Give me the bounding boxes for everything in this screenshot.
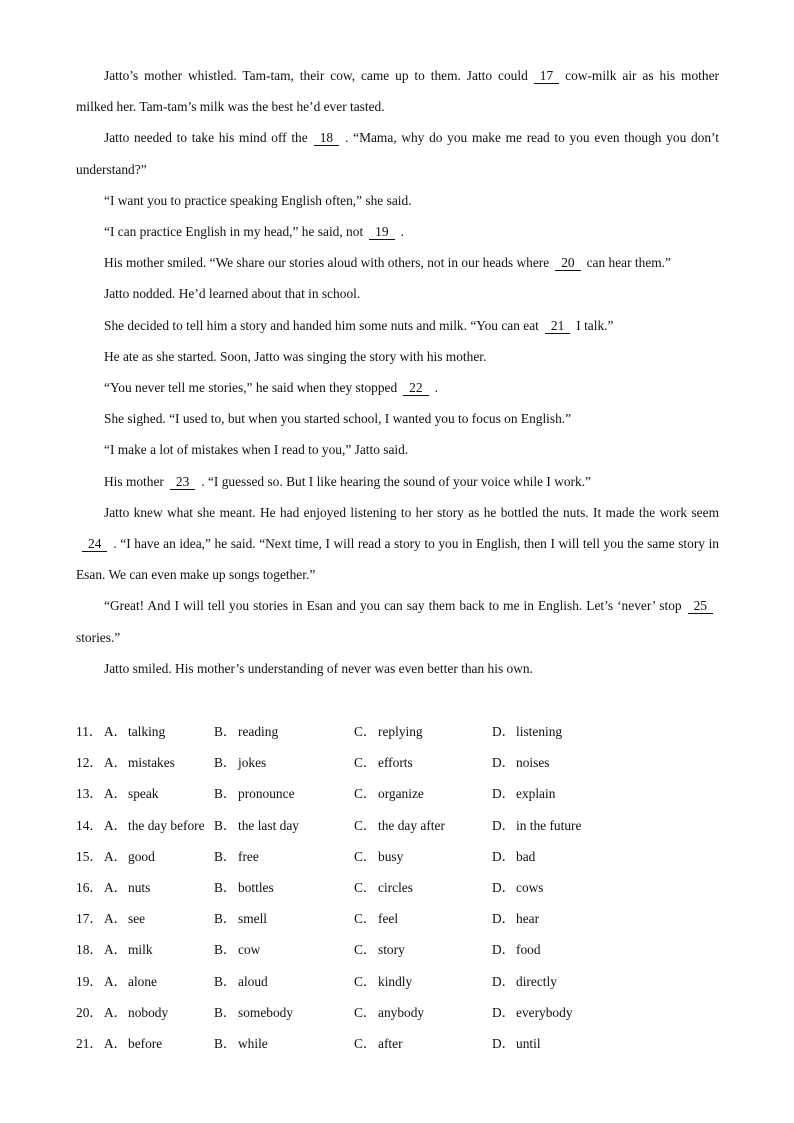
option-text: everybody [516, 1004, 573, 1020]
option-letter: C． [354, 755, 377, 771]
paragraph-text: Jatto’s mother whistled. Tam-tam, their cow, came up to them. Jatto could [104, 68, 528, 83]
question-row [76, 747, 719, 778]
paragraph-text-after: . [400, 224, 404, 240]
paragraph-text: She decided to tell him a story and handed him some nuts and milk. “You can eat [104, 317, 539, 333]
question-row [76, 872, 719, 903]
option-b[interactable] [214, 966, 354, 997]
option-letter: A． [104, 942, 128, 958]
option-c[interactable] [354, 903, 492, 934]
question-row [76, 716, 719, 747]
option-letter: B． [214, 817, 237, 833]
option-b[interactable] [214, 997, 354, 1028]
option-text: kindly [378, 973, 413, 989]
option-c[interactable] [354, 997, 492, 1028]
blank-22[interactable]: 22 [403, 381, 428, 396]
option-b[interactable] [214, 934, 354, 965]
option-a[interactable] [104, 778, 214, 809]
passage-paragraph [76, 466, 719, 497]
blank-20[interactable]: 20 [555, 256, 580, 271]
blank-23[interactable]: 23 [170, 475, 195, 490]
option-text: free [238, 848, 259, 864]
option-c[interactable] [354, 872, 492, 903]
option-text: until [516, 1035, 541, 1051]
option-letter: A． [104, 848, 128, 864]
option-letter: C． [354, 1035, 377, 1051]
paragraph-text-after: . [434, 380, 438, 396]
option-letter: D． [492, 911, 516, 927]
blank-18[interactable]: 18 [314, 131, 339, 146]
paragraph-text: “I want you to practice speaking English often,” she said. [104, 192, 412, 208]
passage-paragraph [76, 403, 719, 434]
option-text: smell [238, 911, 268, 927]
option-letter: D． [492, 1035, 516, 1051]
cloze-passage [76, 60, 719, 684]
paragraph-text-after: I talk.” [576, 317, 614, 333]
option-text: listening [516, 724, 563, 739]
option-letter: B． [214, 973, 237, 989]
option-letter: A． [104, 973, 128, 989]
option-text: bad [516, 848, 536, 864]
paragraph-text-after: can hear them.” [586, 255, 671, 271]
paragraph-text: “Great! And I will tell you stories in Esan and you can say them back to me in English. Let’s ‘never’ stop [104, 598, 682, 614]
option-letter: A． [104, 879, 128, 895]
option-a[interactable] [104, 903, 214, 934]
option-text: directly [516, 973, 557, 989]
option-b[interactable] [214, 841, 354, 872]
option-a[interactable] [104, 872, 214, 903]
paragraph-text: His mother smiled. “We share our stories aloud with others, not in our heads where [104, 255, 550, 271]
option-b[interactable] [214, 872, 354, 903]
option-letter: A． [104, 817, 128, 833]
passage-paragraph [76, 372, 719, 403]
option-letter: B． [214, 786, 237, 802]
question-number: 11． [76, 724, 103, 739]
paragraph-text: Jatto knew what she meant. He had enjoyed listening to her story as he bottled the nuts. It made the work seem [104, 504, 719, 520]
option-a[interactable] [104, 966, 214, 997]
option-letter: D． [492, 1004, 516, 1020]
option-letter: B． [214, 724, 237, 739]
option-letter: C． [354, 817, 377, 833]
option-a[interactable] [104, 1028, 214, 1059]
option-c[interactable] [354, 747, 492, 778]
option-text: cow [238, 942, 261, 958]
question-row [76, 934, 719, 965]
option-letter: A． [104, 755, 128, 771]
passage-paragraph [76, 497, 719, 591]
option-letter: C． [354, 942, 377, 958]
option-text: milk [128, 942, 153, 958]
option-letter: A． [104, 911, 128, 927]
option-d[interactable] [492, 716, 692, 747]
option-text: anybody [378, 1004, 425, 1020]
question-number: 18． [76, 942, 103, 958]
paragraph-text: “You never tell me stories,” he said when they stopped [104, 380, 398, 396]
option-letter: B． [214, 879, 237, 895]
option-d[interactable] [492, 841, 692, 872]
paragraph-text-after: . “I have an idea,” he said. “Next time, I will read a story to you in English, then I will tell you the same story in Esan. We can even make up songs together.” [76, 536, 719, 583]
paragraph-text-after: stories.” [76, 629, 121, 645]
option-letter: C． [354, 1004, 377, 1020]
option-letter: D． [492, 755, 516, 771]
option-text: bottles [238, 879, 274, 895]
option-letter: A． [104, 786, 128, 802]
option-b[interactable] [214, 747, 354, 778]
option-letter: A． [104, 1004, 128, 1020]
paragraph-text: He ate as she started. Soon, Jatto was singing the story with his mother. [104, 348, 487, 364]
option-c[interactable] [354, 934, 492, 965]
option-text: before [128, 1035, 163, 1051]
option-b[interactable] [214, 810, 354, 841]
option-d[interactable] [492, 966, 692, 997]
option-c[interactable] [354, 966, 492, 997]
option-letter: D． [492, 724, 516, 739]
option-letter: C． [354, 879, 377, 895]
option-text: circles [378, 879, 413, 895]
option-text: explain [516, 786, 556, 802]
option-text: cows [516, 879, 544, 895]
option-a[interactable] [104, 997, 214, 1028]
option-letter: A． [104, 724, 128, 739]
question-row [76, 841, 719, 872]
option-d[interactable] [492, 934, 692, 965]
option-a[interactable] [104, 841, 214, 872]
option-letter: B． [214, 755, 237, 771]
passage-paragraph [76, 434, 719, 465]
paragraph-text-after: cow-milk air as his mother milked her. Tam-tam’s milk was the best he’d ever tasted. [76, 68, 719, 115]
option-text: feel [378, 911, 399, 927]
option-text: organize [378, 786, 424, 802]
question-number: 12． [76, 755, 103, 771]
option-b[interactable] [214, 903, 354, 934]
option-text: talking [128, 724, 166, 739]
option-text: somebody [238, 1004, 294, 1020]
question-row [76, 810, 719, 841]
option-a[interactable] [104, 934, 214, 965]
option-letter: A． [104, 1035, 128, 1051]
passage-paragraph [76, 122, 719, 184]
option-letter: B． [214, 848, 237, 864]
blank-25[interactable]: 25 [688, 599, 713, 614]
option-letter: C． [354, 911, 377, 927]
passage-paragraph [76, 590, 719, 652]
option-text: mistakes [128, 755, 175, 771]
option-c[interactable] [354, 810, 492, 841]
option-letter: C． [354, 848, 377, 864]
option-text: nuts [128, 879, 151, 895]
option-d[interactable] [492, 903, 692, 934]
question-number: 20． [76, 1004, 103, 1020]
question-row [76, 903, 719, 934]
option-d[interactable] [492, 810, 692, 841]
option-d[interactable] [492, 778, 692, 809]
option-c[interactable] [354, 841, 492, 872]
question-row [76, 966, 719, 997]
paragraph-text-after: . “I guessed so. But I like hearing the sound of your voice while I work.” [201, 473, 592, 489]
option-c[interactable] [354, 778, 492, 809]
question-number: 19． [76, 973, 103, 989]
blank-17[interactable]: 17 [534, 69, 559, 84]
option-text: the day after [378, 817, 445, 833]
option-text: noises [516, 755, 550, 771]
blank-19[interactable]: 19 [369, 225, 394, 240]
paragraph-text-after: . “Mama, why do you make me read to you even though you don’t understand?” [76, 130, 719, 177]
option-d[interactable] [492, 997, 692, 1028]
option-b[interactable] [214, 1028, 354, 1059]
passage-paragraph [76, 310, 719, 341]
option-c[interactable] [354, 716, 492, 747]
option-letter: B． [214, 942, 237, 958]
option-letter: D． [492, 848, 516, 864]
option-a[interactable] [104, 810, 214, 841]
question-number: 16． [76, 879, 103, 895]
option-text: speak [128, 786, 159, 802]
paragraph-text: Jatto smiled. His mother’s understanding of never was even better than his own. [104, 660, 533, 676]
option-text: good [128, 848, 155, 864]
paragraph-text: Jatto needed to take his mind off the [104, 130, 308, 146]
option-text: alone [128, 973, 157, 989]
option-text: pronounce [238, 786, 295, 802]
passage-paragraph [76, 60, 719, 122]
option-letter: C． [354, 786, 377, 802]
option-letter: C． [354, 724, 377, 739]
option-text: the day before [128, 817, 205, 833]
option-letter: D． [492, 942, 516, 958]
option-text: replying [378, 724, 423, 739]
paragraph-text: She sighed. “I used to, but when you started school, I wanted you to focus on English.” [104, 411, 572, 427]
blank-21[interactable]: 21 [545, 319, 570, 334]
option-letter: D． [492, 817, 516, 833]
passage-paragraph [76, 653, 719, 684]
option-letter: C． [354, 973, 377, 989]
option-text: after [378, 1035, 403, 1051]
passage-paragraph [76, 185, 719, 216]
option-letter: B． [214, 1035, 237, 1051]
option-d[interactable] [492, 1028, 692, 1059]
paragraph-text: “I make a lot of mistakes when I read to you,” Jatto said. [104, 442, 409, 458]
option-letter: D． [492, 973, 516, 989]
question-number: 13． [76, 786, 103, 802]
paragraph-text: Jatto nodded. He’d learned about that in school. [104, 286, 361, 302]
paragraph-text: His mother [104, 473, 164, 489]
option-text: nobody [128, 1004, 169, 1020]
passage-paragraph [76, 341, 719, 372]
option-text: food [516, 942, 541, 958]
question-number: 17． [76, 911, 103, 927]
question-number: 21． [76, 1035, 103, 1051]
passage-paragraph [76, 278, 719, 309]
option-text: busy [378, 848, 404, 864]
question-row [76, 778, 719, 809]
option-text: aloud [238, 973, 268, 989]
option-d[interactable] [492, 872, 692, 903]
option-b[interactable] [214, 778, 354, 809]
option-a[interactable] [104, 716, 214, 747]
question-row [76, 997, 719, 1028]
option-d[interactable] [492, 747, 692, 778]
option-text: in the future [516, 817, 582, 833]
option-text: while [238, 1035, 268, 1051]
passage-paragraph [76, 247, 719, 278]
option-text: efforts [378, 755, 413, 771]
option-text: jokes [238, 755, 267, 771]
answer-options [76, 716, 719, 1059]
option-text: story [378, 942, 405, 958]
option-b[interactable] [214, 716, 354, 747]
paragraph-text: “I can practice English in my head,” he said, not [104, 224, 364, 240]
option-letter: B． [214, 1004, 237, 1020]
option-letter: D． [492, 879, 516, 895]
option-letter: D． [492, 786, 516, 802]
option-c[interactable] [354, 1028, 492, 1059]
option-text: the last day [238, 817, 299, 833]
option-a[interactable] [104, 747, 214, 778]
question-row [76, 1028, 719, 1059]
option-letter: B． [214, 911, 237, 927]
blank-24[interactable]: 24 [82, 537, 107, 552]
question-number: 15． [76, 848, 103, 864]
question-number: 14． [76, 817, 103, 833]
option-text: see [128, 911, 146, 927]
option-text: hear [516, 911, 540, 927]
passage-paragraph [76, 216, 719, 247]
option-text: reading [238, 724, 279, 739]
